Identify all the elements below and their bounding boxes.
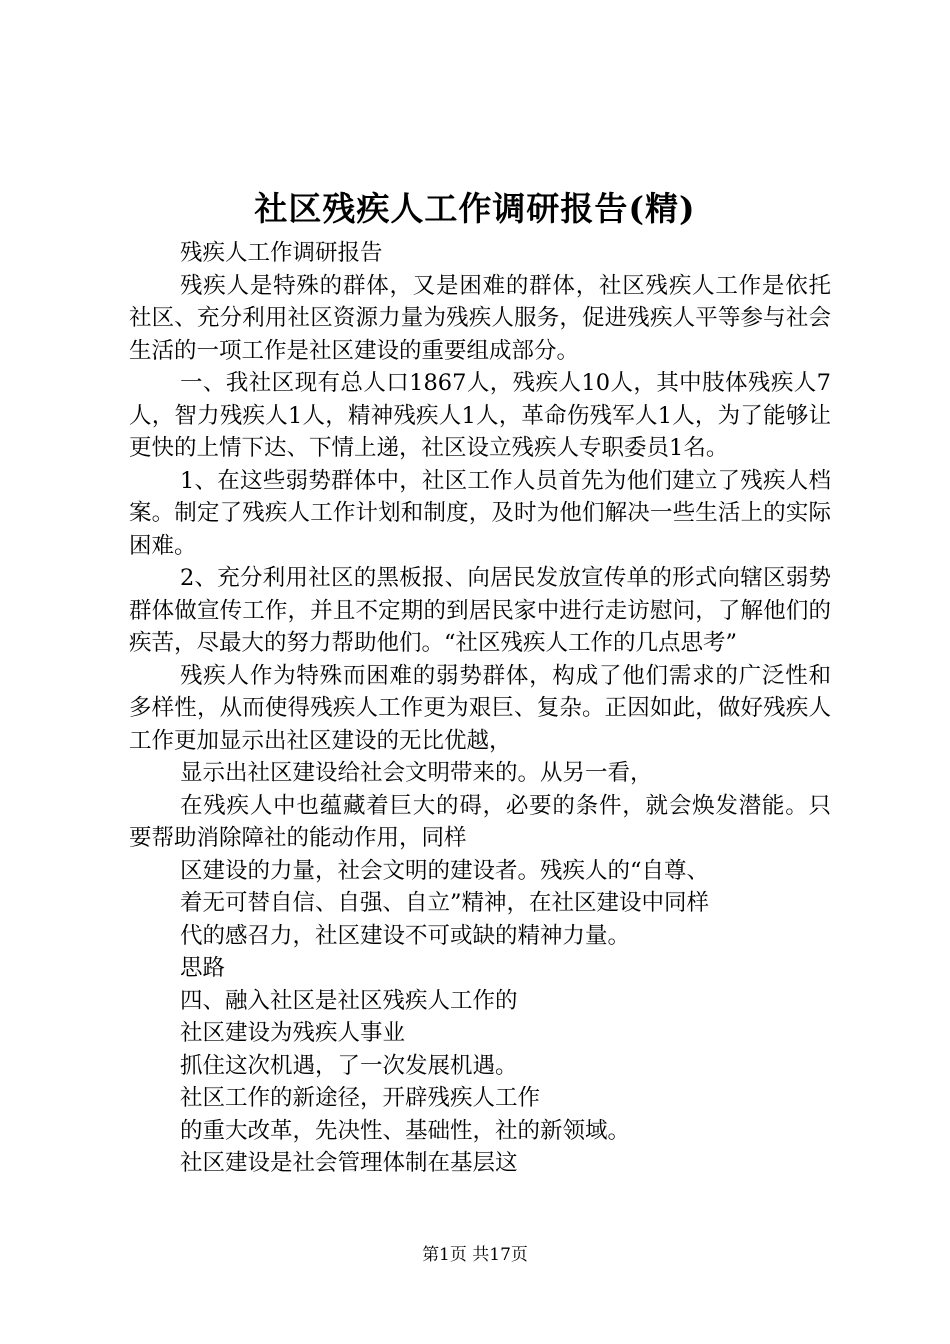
paragraph-fragment: 区建设的力量，社会文明的建设者。残疾人的“自尊、 <box>180 857 710 884</box>
paragraph-fragment: 着无可替自信、自强、自立”精神，在社区建设中同样 <box>180 890 710 916</box>
paragraph-fragment: 抓住这次机遇，了一次发展机遇。 <box>180 1052 518 1079</box>
paragraph-fragment: 社区建设为残疾人事业 <box>180 1020 406 1046</box>
paragraph-item-two: 2、充分利用社区的黑板报、向居民发放宣传单的形式向辖区弱势群体做宣传工作，并且不定期的到居民家中进行走访慰问，了解他们的疾苦，尽最大的努力帮助他们。“社区残疾人工作的几点思考” <box>129 565 831 656</box>
paragraph-fragment: 社区工作的新途径，开辟残疾人工作 <box>180 1085 541 1111</box>
paragraph-fragment: 思路 <box>180 955 226 981</box>
paragraph-reflection: 残疾人作为特殊而困难的弱势群体，构成了他们需求的广泛性和多样性，从而使得残疾人工作更为艰巨、复杂。正因如此，做好残疾人工作更加显示出社区建设的无比优越， <box>129 662 831 754</box>
paragraph-fragment: 社区建设是社会管理体制在基层这 <box>180 1150 518 1176</box>
paragraph-fragment: 的重大改革，先决性、基础性，社的新领域。 <box>180 1117 631 1144</box>
paragraph-item-one: 1、在这些弱势群体中，社区工作人员首先为他们建立了残疾人档案。制定了残疾人工作计划和制度，及时为他们解决一些生活上的实际困难。 <box>129 467 831 559</box>
document-body <box>129 237 831 1180</box>
paragraph-fragment: 显示出社区建设给社会文明带来的。从另一看， <box>180 760 653 786</box>
paragraph-intro: 残疾人是特殊的群体，又是困难的群体，社区残疾人工作是依托社区、充分利用社区资源力量为残疾人服务，促进残疾人平等参与社会生活的一项工作是社区建设的重要组成部分。 <box>129 272 831 364</box>
paragraph-subtitle: 残疾人工作调研报告 <box>180 240 383 266</box>
paragraph-fragment: 在残疾人中也蕴藏着巨大的碍，必要的条件，就会焕发潜能。只要帮助消除障社的能动作用，同样 <box>129 792 831 851</box>
paragraph-fragment: 四、融入社区是社区残疾人工作的 <box>180 987 518 1014</box>
document-title: 社区残疾人工作调研报告(精) <box>254 189 696 228</box>
paragraph-fragment: 代的感召力，社区建设不可或缺的精神力量。 <box>180 922 631 949</box>
paragraph-section-one: 一、我社区现有总人口1867人，残疾人10人，其中肢体残疾人7人，智力残疾人1人，精神残疾人1人，革命伤残军人1人，为了能够让更快的上情下达、下情上递，社区设立残疾人专职委员1名。 <box>129 370 831 461</box>
page-number: 第1页 共17页 <box>422 1245 528 1265</box>
